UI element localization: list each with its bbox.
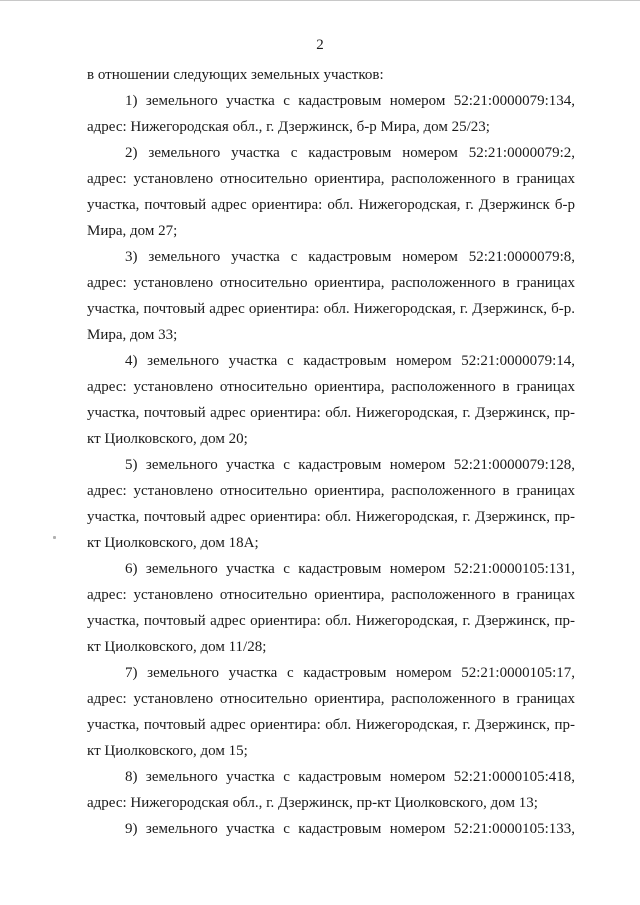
list-item: 4) земельного участка с кадастровым номером 52:21:0000079:14, адрес: установлено относительно ориентира, расположенного в границах участка, почтовый адрес ориентира: обл. Нижегородская, г. Дзержинск, пр-кт Циолковского, дом 20; [87, 353, 575, 447]
list-item: 6) земельного участка с кадастровым номером 52:21:0000105:131, адрес: установлено относительно ориентира, расположенного в границах участка, почтовый адрес ориентира: обл. Нижегородская, г. Дзержинск, пр-кт Циолковского, дом 11/28; [87, 561, 575, 655]
list-item: 1) земельного участка с кадастровым номером 52:21:0000079:134, адрес: Нижегородская обл., г. Дзержинск, б-р Мира, дом 25/23; [87, 93, 575, 135]
list-item: 3) земельного участка с кадастровым номером 52:21:0000079:8, адрес: установлено относительно ориентира, расположенного в границах участка, почтовый адрес ориентира: обл. Нижегородская, г. Дзержинск, б-р. Мира, дом 33; [87, 249, 575, 343]
scan-top-edge [0, 0, 640, 4]
list-item: 8) земельного участка с кадастровым номером 52:21:0000105:418, адрес: Нижегородская обл., г. Дзержинск, пр-кт Циолковского, дом 13; [87, 769, 575, 811]
document-body [87, 62, 575, 842]
intro-paragraph: в отношении следующих земельных участков: [87, 67, 384, 83]
list-item: 5) земельного участка с кадастровым номером 52:21:0000079:128, адрес: установлено относительно ориентира, расположенного в границах участка, почтовый адрес ориентира: обл. Нижегородская, г. Дзержинск, пр-кт Циолковского, дом 18А; [87, 457, 575, 551]
list-item: 7) земельного участка с кадастровым номером 52:21:0000105:17, адрес: установлено относительно ориентира, расположенного в границах участка, почтовый адрес ориентира: обл. Нижегородская, г. Дзержинск, пр-кт Циолковского, дом 15; [87, 665, 575, 759]
scan-margin-speck [53, 536, 56, 539]
page-number: 2 [316, 37, 324, 53]
list-item: 2) земельного участка с кадастровым номером 52:21:0000079:2, адрес: установлено относительно ориентира, расположенного в границах участка, почтовый адрес ориентира: обл. Нижегородская, г. Дзержинск б-р Мира, дом 27; [87, 145, 575, 239]
list-item: 9) земельного участка с кадастровым номером 52:21:0000105:133, [125, 821, 575, 837]
